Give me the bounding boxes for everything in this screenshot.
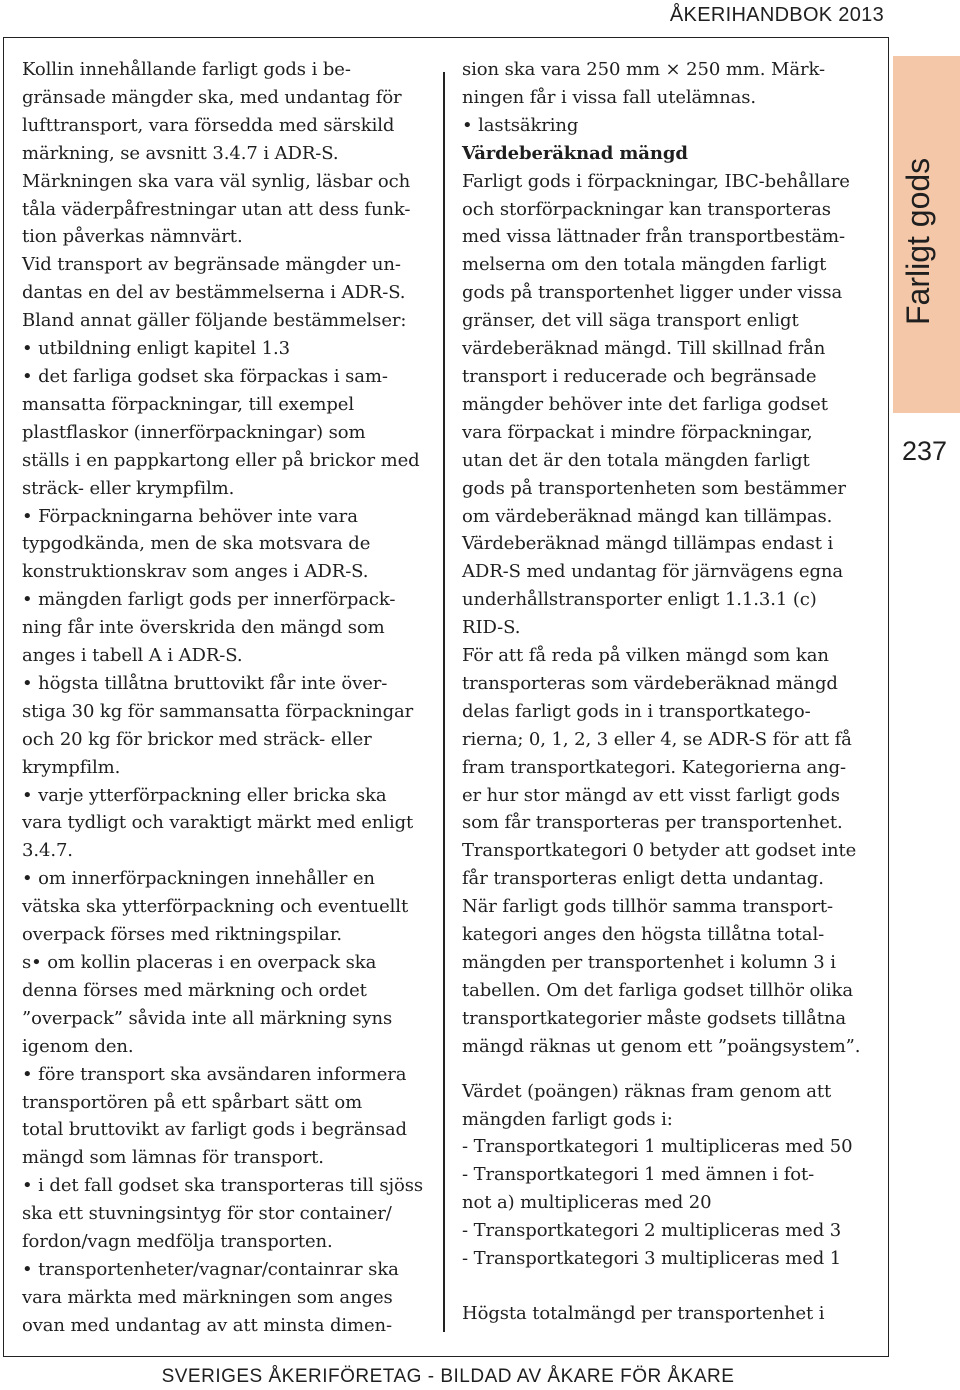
text-line: • utbildning enligt kapitel 1.3	[22, 338, 290, 360]
text-line: Högsta totalmängd per transportenhet i	[462, 1302, 825, 1324]
text-line: igenom den.	[22, 1035, 134, 1057]
text-line: och storförpackningar kan transporteras	[462, 198, 831, 220]
text-line: vätska ska ytterförpackning och eventuellt	[22, 896, 409, 918]
text-line: total bruttovikt av farligt gods i begränsad	[22, 1119, 407, 1141]
text-line: Bland annat gäller följande bestämmelser:	[22, 310, 407, 332]
text-line: mängden farligt gods i:	[462, 1108, 673, 1130]
text-line: tåla väderpåfrestningar utan att dess funk-	[22, 198, 411, 220]
text-line: ska ett stuvningsintyg för stor container/	[22, 1203, 392, 1225]
text-line: ning får inte överskrida den mängd som	[22, 617, 385, 639]
text-line: Farligt gods i förpackningar, IBC-behållare	[462, 170, 850, 192]
text-line: fordon/vagn medfölja transporten.	[22, 1231, 333, 1253]
text-line: underhållstransporter enligt 1.1.3.1 (c)	[462, 589, 817, 611]
text-line: När farligt gods tillhör samma transport-	[462, 896, 834, 918]
text-line: RID-S.	[462, 617, 521, 639]
right-block-2	[462, 168, 860, 1061]
text-line: • det farliga godset ska förpackas i sam-	[22, 365, 388, 387]
text-line: Värdeberäknad mängd tillämpas endast i	[462, 533, 834, 555]
text-line: vara förpackat i mindre förpackningar,	[462, 421, 813, 443]
text-line: plastflaskor (innerförpackningar) som	[22, 421, 366, 443]
text-line: Värdet (poängen) räknas fram genom att	[462, 1080, 832, 1102]
text-line: får transporteras enligt detta undantag.	[462, 868, 824, 890]
text-line: rierna; 0, 1, 2, 3 eller 4, se ADR-S för att få	[462, 728, 852, 750]
section-heading: Värdeberäknad mängd	[462, 142, 688, 164]
text-line: konstruktionskrav som anges i ADR-S.	[22, 561, 369, 583]
text-line: och 20 kg för brickor med sträck- eller	[22, 728, 372, 750]
text-line: not a) multipliceras med 20	[462, 1192, 712, 1214]
text-line: stiga 30 kg för sammansatta förpackningar	[22, 700, 414, 722]
text-line: • högsta tillåtna bruttovikt får inte över-	[22, 672, 388, 694]
text-line: som får transporteras per transportenhet.	[462, 812, 843, 834]
text-line: - Transportkategori 1 med ämnen i fot-	[462, 1164, 815, 1186]
text-line: Kollin innehållande farligt gods i be-	[22, 59, 351, 80]
text-line: er hur stor mängd av ett visst farligt gods	[462, 784, 840, 806]
text-line: 3.4.7.	[22, 840, 73, 862]
text-line: märkning, se avsnitt 3.4.7 i ADR-S.	[22, 142, 339, 164]
right-block-3	[462, 1078, 860, 1273]
text-line: - Transportkategori 2 multipliceras med 3	[462, 1220, 842, 1242]
text-line: transportören på ett spårbart sätt om	[22, 1091, 363, 1113]
text-line: • före transport ska avsändaren informera	[22, 1063, 407, 1085]
text-line: - Transportkategori 1 multipliceras med 50	[462, 1136, 853, 1158]
text-line: gränsade mängder ska, med undantag för	[22, 86, 402, 108]
text-line: om värdeberäknad mängd kan tillämpas.	[462, 505, 833, 527]
text-line: med vissa lättnader från transportbestäm-	[462, 226, 845, 248]
text-line: delas farligt gods in i transportkatego-	[462, 700, 811, 722]
right-block-1	[462, 56, 860, 140]
text-line: gränser, det vill säga transport enligt	[462, 310, 799, 332]
text-line: sträck- eller krympfilm.	[22, 477, 235, 499]
text-line: mängder behöver inte det farliga godset	[462, 393, 828, 415]
text-line: transporteras som värdeberäknad mängd	[462, 672, 838, 694]
text-line: vara märkta med märkningen som anges	[22, 1286, 393, 1308]
text-line: s• om kollin placeras i en overpack ska	[22, 952, 377, 973]
text-line: transportkategorier måste godsets tillåtna	[462, 1007, 847, 1029]
text-line: Vid transport av begränsade mängder un-	[22, 254, 401, 276]
right-column	[462, 56, 860, 1328]
footer: SVERIGES ÅKERIFÖRETAG - BILDAD AV ÅKARE FÖR ÅKARE	[161, 1366, 735, 1387]
text-line: • varje ytterförpackning eller bricka ska	[22, 784, 387, 806]
left-column	[22, 56, 423, 1340]
text-line: krympfilm.	[22, 756, 121, 778]
text-line: transport i reducerade och begränsade	[462, 365, 817, 387]
text-line: ADR-S med undantag för järnvägens egna	[462, 561, 843, 583]
text-line: mängden per transportenhet i kolumn 3 i	[462, 952, 836, 973]
text-line: lufttransport, vara försedda med särskild	[22, 114, 395, 136]
text-line: värdeberäknad mängd. Till skillnad från	[462, 338, 826, 360]
text-line: gods på transportenheten som bestämmer	[462, 477, 846, 499]
text-line: tabellen. Om det farliga godset tillhör olika	[462, 979, 853, 1001]
text-line: overpack förses med riktningspilar.	[22, 924, 342, 946]
text-line: • i det fall godset ska transporteras till sjöss	[22, 1175, 424, 1197]
text-line: gods på transportenhet ligger under vissa	[462, 282, 843, 304]
text-line: Märkningen ska vara väl synlig, läsbar och	[22, 170, 411, 192]
right-block-4	[462, 1300, 860, 1328]
text-line: - Transportkategori 3 multipliceras med 1	[462, 1248, 842, 1270]
running-header: ÅKERIHANDBOK 2013	[669, 4, 884, 26]
column-divider	[443, 72, 445, 1332]
text-line: utan det är den totala mängden farligt	[462, 449, 810, 471]
text-line: • om innerförpackningen innehåller en	[22, 868, 375, 890]
text-line: • mängden farligt gods per innerförpack-	[22, 589, 396, 611]
text-line: mansatta förpackningar, till exempel	[22, 393, 354, 415]
text-line: ”overpack” såvida inte all märkning syns	[22, 1007, 393, 1029]
text-line: mängd räknas ut genom ett ”poängsystem”.	[462, 1035, 861, 1057]
page-number: 237	[902, 436, 948, 466]
text-line: melserna om den totala mängden farligt	[462, 254, 827, 276]
text-line: ningen får i vissa fall utelämnas.	[462, 86, 757, 108]
text-line: • Förpackningarna behöver inte vara	[22, 505, 358, 527]
section-title: Farligt gods	[900, 157, 936, 325]
text-line: • transportenheter/vagnar/containrar ska	[22, 1258, 399, 1280]
text-line: denna förses med märkning och ordet	[22, 979, 367, 1001]
text-line: sion ska vara 250 mm × 250 mm. Märk-	[462, 59, 825, 80]
text-line: fram transportkategori. Kategorierna ang-	[462, 756, 846, 778]
text-line: anges i tabell A i ADR-S.	[22, 645, 243, 667]
text-line: typgodkända, men de ska motsvara de	[22, 533, 371, 555]
text-line: vara tydligt och varaktigt märkt med enligt	[22, 812, 414, 834]
text-line: kategori anges den högsta tillåtna total-	[462, 924, 825, 946]
text-line: För att få reda på vilken mängd som kan	[462, 645, 829, 667]
text-line: ställs i en pappkartong eller på brickor med	[22, 449, 420, 471]
text-line: Transportkategori 0 betyder att godset inte	[462, 840, 857, 862]
text-line: ovan med undantag av att minsta dimen-	[22, 1314, 393, 1336]
text-line: • lastsäkring	[462, 114, 579, 136]
text-line: mängd som lämnas för transport.	[22, 1147, 324, 1169]
text-line: tion påverkas nämnvärt.	[22, 226, 243, 248]
text-line: dantas en del av bestämmelserna i ADR-S.	[22, 282, 406, 304]
